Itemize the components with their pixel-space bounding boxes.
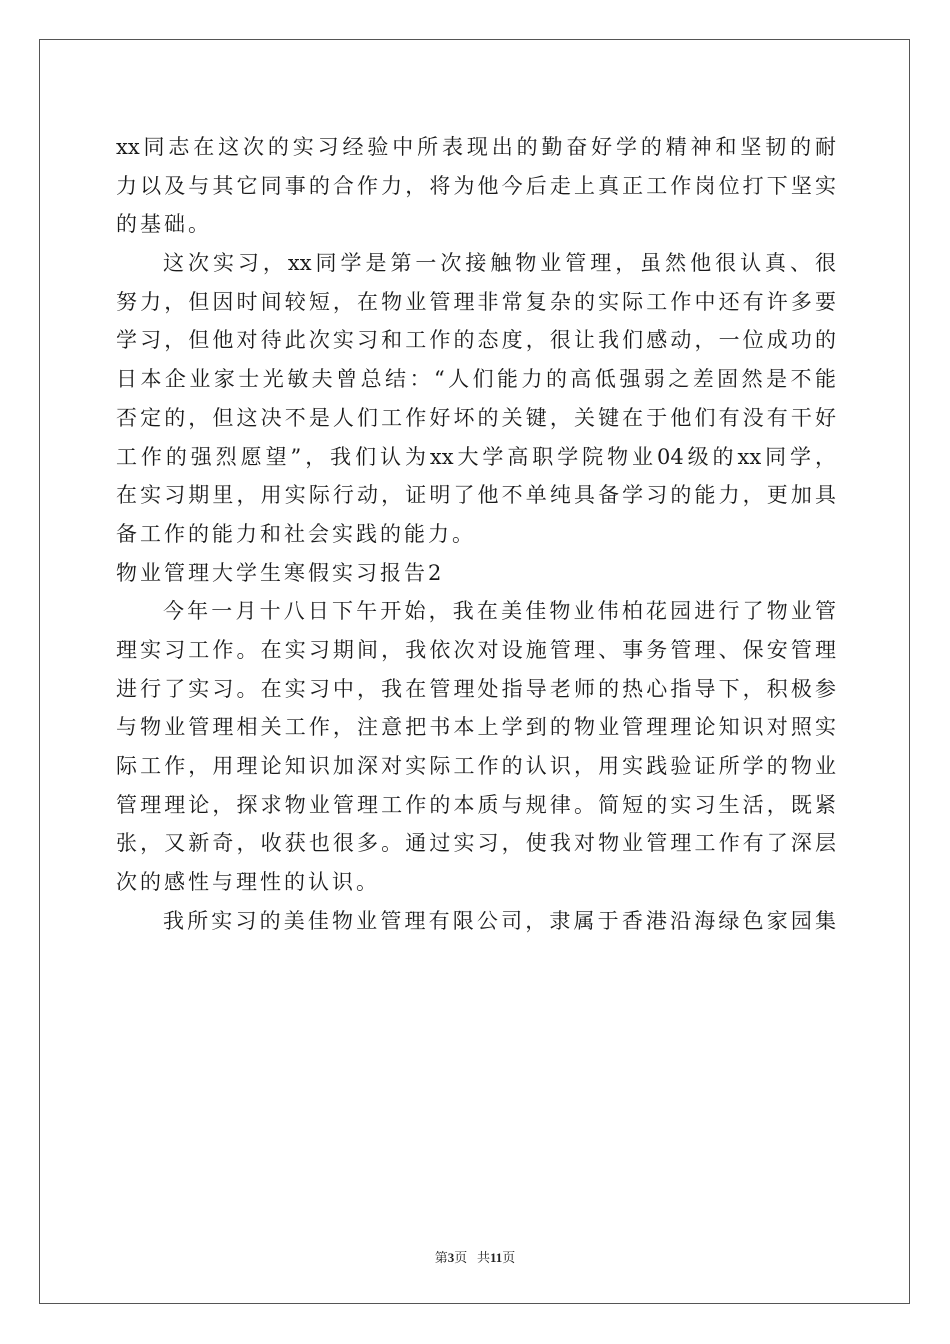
text-line: 管理理论，探求物业管理工作的本质与规律。简短的实习生活，既紧 (116, 792, 836, 817)
text-line: 这次实习，xx同学是第一次接触物业管理，虽然他很认真、很 (163, 251, 836, 276)
text-line: 否定的，但这决不是人们工作好坏的关键，关键在于他们有没有干好 (116, 405, 836, 430)
text-line: 际工作，用理论知识加深对实际工作的认识，用实践验证所学的物业 (116, 754, 836, 778)
page-suffix: 页 (454, 1250, 468, 1265)
text-line: 物业管理大学生寒假实习报告2 (116, 560, 445, 585)
text-line: 次的感性与理性的认识。 (116, 870, 380, 895)
text-line: 工作的强烈愿望”，我们认为xx大学高职学院物业04级的xx同学， (116, 444, 836, 469)
text-line: 努力，但因时间较短，在物业管理非常复杂的实际工作中还有许多要 (116, 289, 836, 314)
total-pages: 11 (489, 1250, 503, 1265)
text-line: 我所实习的美佳物业管理有限公司，隶属于香港沿海绿色家园集 (163, 908, 836, 933)
page-number: 3 (447, 1250, 455, 1265)
text-line: 备工作的能力和社会实践的能力。 (116, 521, 476, 546)
page-footer (0, 1247, 950, 1266)
total-prefix: 共 (476, 1250, 490, 1265)
text-line: 进行了实习。在实习中，我在管理处指导老师的热心指导下，积极参 (116, 676, 836, 701)
text-line: 学习，但他对待此次实习和工作的态度，很让我们感动，一位成功的 (116, 328, 836, 353)
text-line: 今年一月十八日下午开始，我在美佳物业伟柏花园进行了物业管 (163, 599, 836, 624)
text-line: 日本企业家士光敏夫曾总结：“人们能力的高低强弱之差固然是不能 (116, 367, 836, 392)
total-suffix: 页 (502, 1250, 516, 1265)
page-prefix: 第 (434, 1250, 448, 1265)
text-line: 的基础。 (116, 212, 212, 237)
text-line: 张，又新奇，收获也很多。通过实习，使我对物业管理工作有了深层 (116, 831, 836, 856)
text-line: 与物业管理相关工作，注意把书本上学到的物业管理理论知识对照实 (116, 715, 836, 740)
text-line: 理实习工作。在实习期间，我依次对设施管理、事务管理、保安管理 (116, 637, 836, 662)
text-line: xx同志在这次的实习经验中所表现出的勤奋好学的精神和坚韧的耐 (116, 135, 836, 159)
text-line: 力以及与其它同事的合作力，将为他今后走上真正工作岗位打下坚实 (116, 173, 836, 198)
document-body (116, 128, 836, 940)
text-line: 在实习期里，用实际行动，证明了他不单纯具备学习的能力，更加具 (116, 483, 836, 508)
